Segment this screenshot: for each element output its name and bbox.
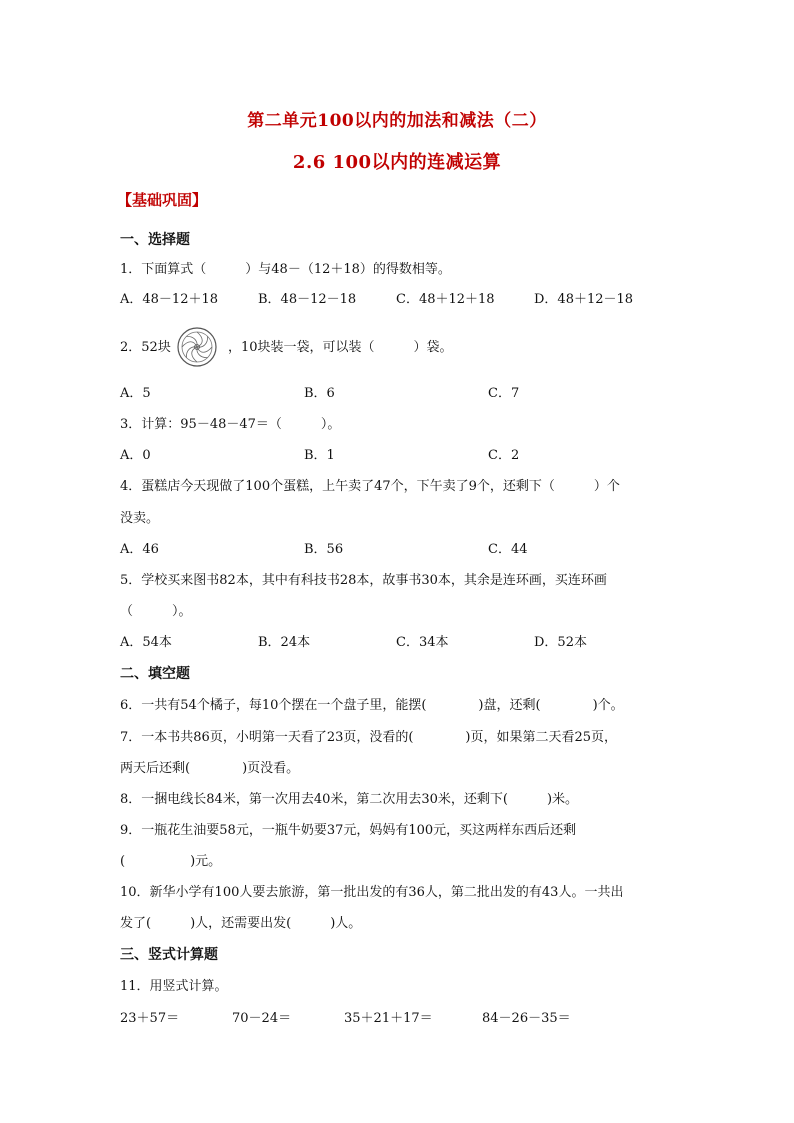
question-6: 6．一共有54个橘子，每10个摆在一个盘子里，能摆( )盘，还剩( )个。: [120, 698, 624, 713]
q2-option-b: B．6: [304, 386, 335, 401]
lesson-title: 2.6 100以内的连减运算: [292, 152, 502, 173]
q4-option-a: A．46: [120, 542, 159, 557]
question-3: 3．计算：95－48－47＝（ ）。: [120, 417, 341, 432]
expression-1: 23＋57＝: [120, 1011, 180, 1026]
q4-option-c: C．44: [488, 542, 528, 557]
question-4-line2: 没卖。: [120, 511, 160, 526]
q1-option-c: C．48＋12＋18: [396, 292, 495, 307]
question-2-prefix: 2．52块: [120, 340, 171, 355]
q1-option-a: A．48－12＋18: [120, 292, 219, 307]
q3-option-b: B．1: [304, 448, 335, 463]
question-11: 11．用竖式计算。: [120, 979, 228, 994]
cookie-icon: [176, 326, 218, 368]
question-8: 8．一捆电线长84米，第一次用去40米，第二次用去30米，还剩下( )米。: [120, 792, 579, 807]
q3-option-a: A．0: [120, 448, 151, 463]
question-9-line1: 9．一瓶花生油要58元，一瓶牛奶要37元，妈妈有100元，买这两样东西后还剩: [120, 823, 577, 838]
question-5-line1: 5．学校买来图书82本，其中有科技书28本，故事书30本，其余是连环画，买连环画: [120, 573, 607, 588]
q4-option-b: B．56: [304, 542, 344, 557]
question-5-line2: （ ）。: [120, 604, 192, 619]
question-10-line2: 发了( )人，还需要出发( )人。: [120, 916, 362, 931]
unit-title: 第二单元100以内的加法和减法（二）: [247, 111, 547, 131]
question-4-line1: 4．蛋糕店今天现做了100个蛋糕，上午卖了47个，下午卖了9个，还剩下（ ）个: [120, 479, 620, 494]
question-7-line1: 7．一本书共86页，小明第一天看了23页，没看的( )页，如果第二天看25页，: [120, 730, 618, 745]
q5-option-b: B．24本: [258, 635, 311, 650]
q5-option-a: A．54本: [120, 635, 172, 650]
q2-option-c: C．7: [488, 386, 520, 401]
question-7-line2: 两天后还剩( )页没看。: [120, 761, 300, 776]
q2-option-a: A．5: [120, 386, 151, 401]
question-1: 1．下面算式（ ）与48－（12＋18）的得数相等。: [120, 262, 451, 277]
q3-option-c: C．2: [488, 448, 520, 463]
section-heading-vertical: 三、竖式计算题: [120, 947, 218, 963]
section-heading-fill: 二、填空题: [120, 666, 190, 682]
expression-2: 70－24＝: [232, 1011, 292, 1026]
q1-option-b: B．48－12－18: [258, 292, 357, 307]
q5-option-c: C．34本: [396, 635, 449, 650]
expression-3: 35＋21＋17＝: [344, 1011, 433, 1026]
q1-option-d: D．48＋12－18: [534, 292, 634, 307]
question-9-line2: ( )元。: [120, 854, 222, 869]
expression-4: 84－26－35＝: [482, 1011, 571, 1026]
section-label: 【基础巩固】: [117, 191, 208, 209]
section-heading-choice: 一、选择题: [120, 232, 190, 248]
question-2-suffix: ，10块装一袋，可以装（ ）袋。: [228, 340, 453, 355]
q5-option-d: D．52本: [534, 635, 587, 650]
question-10-line1: 10．新华小学有100人要去旅游，第一批出发的有36人，第二批出发的有43人。一共出: [120, 885, 624, 900]
